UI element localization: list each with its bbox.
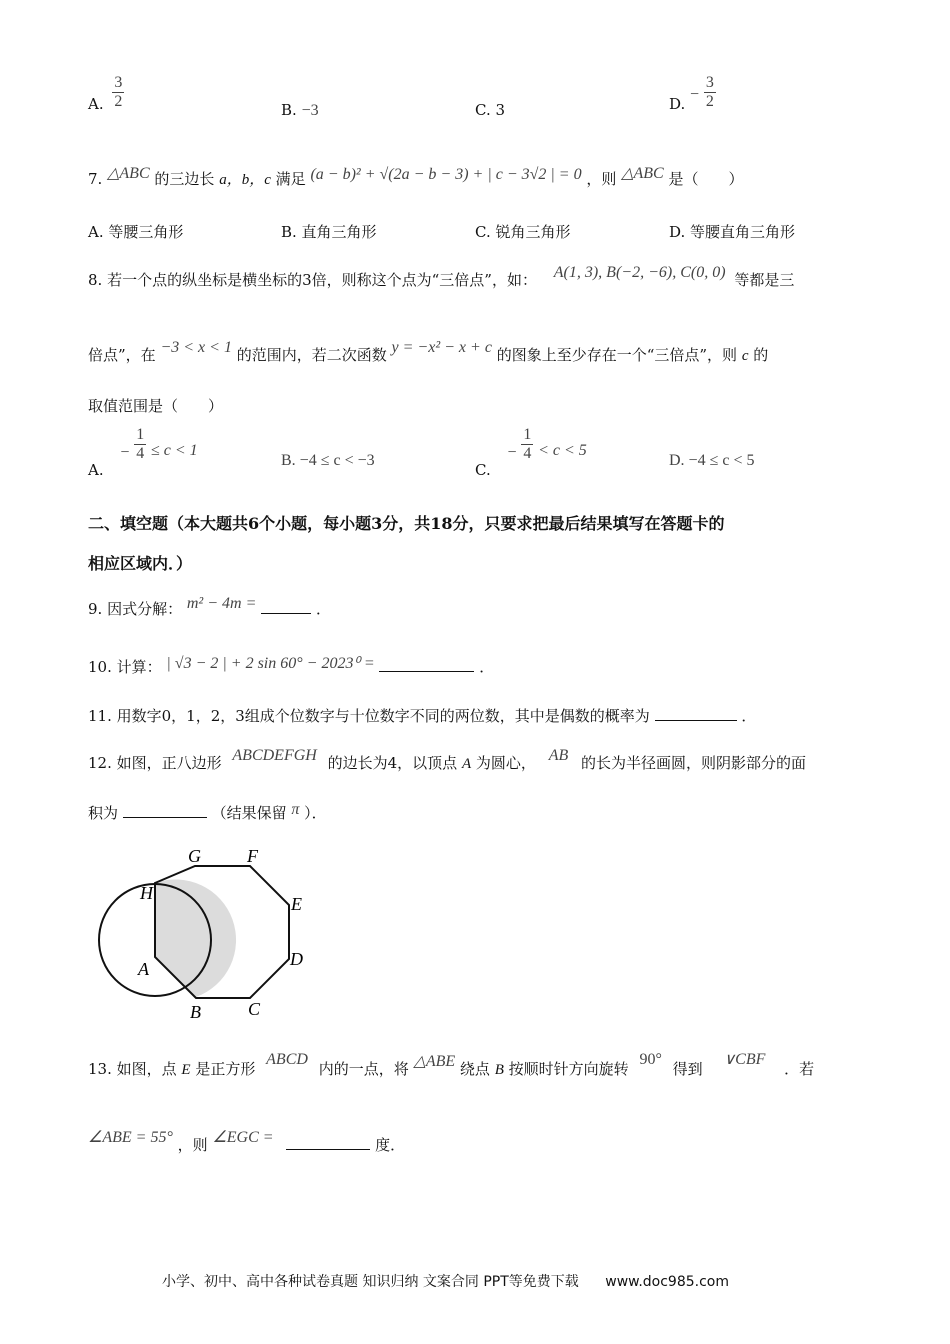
q8-option-c-tail: < c < 5 [538, 441, 587, 459]
q13-square-name: ABCD [266, 1051, 308, 1068]
q8-option-c-label: C. [475, 460, 491, 479]
q8-line1-text: 8. 若一个点的纵坐标是横坐标的3倍，则称这个点为“三倍点”，如： [88, 271, 537, 289]
q12-vertex-a: A [461, 756, 472, 772]
q12-label-h: H [140, 883, 153, 903]
q12-answer-blank[interactable] [123, 803, 207, 818]
q8-option-a-label: A. [88, 460, 104, 479]
q6-option-b [281, 101, 319, 120]
q8-range: −3 < x < 1 [160, 339, 232, 356]
q12-text: 12. 如图，正八边形 [88, 754, 222, 772]
footer-text: 小学、初中、高中各种试卷真题 知识归纳 文案合同 PPT等免费下载 [162, 1274, 579, 1290]
q6-option-d-sign: − [690, 85, 700, 103]
q6-d-numerator: 3 [705, 74, 714, 91]
q8-c-variable: c [741, 348, 749, 364]
q8-line1-tail: 等都是三 [734, 271, 795, 289]
q7-text3: ，则 [586, 170, 617, 188]
q9-expression: m² − 4m = [186, 595, 257, 612]
q11-text: 11. 用数字0，1，2，3组成个位数字与十位数字不同的两位数，其中是偶数的概率为 [88, 707, 650, 725]
q12-pi: π [291, 801, 300, 818]
q13-triangle: △ABE [413, 1053, 456, 1070]
q12-label-e: E [291, 894, 302, 914]
q13-answer-blank[interactable] [286, 1135, 370, 1150]
q8-option-a-sign: − [120, 443, 130, 461]
q8-line3: 取值范围是（ ） [88, 397, 224, 415]
q8-option-c-fraction [521, 426, 533, 463]
q12-line2-text-c: ）． [304, 804, 327, 822]
q9-answer-blank[interactable] [261, 599, 311, 614]
q8-option-a-tail: ≤ c < 1 [150, 441, 198, 459]
q13-text-f: 得到 [672, 1060, 703, 1078]
q6-option-d [669, 74, 716, 111]
q12-label-g: G [188, 846, 201, 866]
q7-option-b: B. 直角三角形 [281, 223, 377, 241]
q13-point-b: B [494, 1062, 504, 1078]
q10-end: ． [479, 658, 495, 676]
q8-line1 [88, 264, 795, 290]
q12-label-f: F [247, 846, 258, 866]
q12-octagon-name: ABCDEFGH [232, 747, 317, 764]
q8-points: A(1, 3), B(−2, −6), C(0, 0) [553, 264, 726, 281]
q8-option-c-sign: − [507, 443, 517, 461]
q6-option-d-fraction [704, 74, 716, 111]
q11 [88, 705, 756, 726]
q8-option-a-fraction [134, 426, 146, 463]
q13-target-angle: ∠EGC = [212, 1129, 274, 1146]
q10-answer-blank[interactable] [379, 657, 474, 672]
q8-a-denominator: 4 [136, 445, 145, 462]
q8-option-b: B. −4 ≤ c < −3 [281, 452, 375, 469]
q8-option-a [88, 426, 198, 479]
q12-text-d: 的长为半径画圆，则阴影部分的面 [581, 754, 807, 772]
section2-heading-line2: 相应区域内．） [88, 554, 193, 573]
q13-text-c: 内的一点，将 [318, 1060, 409, 1078]
q13-text-b: 是正方形 [195, 1060, 256, 1078]
q6-option-d-label: D. [669, 94, 686, 113]
q13-text: 13. 如图，点 [88, 1060, 177, 1078]
q12-line2 [88, 802, 327, 823]
q13-line2-tail: 度． [375, 1136, 406, 1154]
q8-c-numerator: 1 [523, 426, 532, 443]
q12-text-c: 为圆心， [475, 754, 536, 772]
q12-line2-text-b: （结果保留 [211, 804, 287, 822]
q7-text1: 的三边长 [154, 170, 215, 188]
q6-option-a-label: A. [88, 94, 104, 113]
q6-option-b-value: −3 [301, 102, 319, 119]
q7-triangle: △ABC [107, 165, 150, 182]
q13-text-g: ．若 [784, 1060, 815, 1078]
q9-text: 9. 因式分解： [88, 600, 183, 618]
q9 [88, 595, 331, 619]
section2-heading-line1: 二、填空题（本大题共6个小题，每小题3分，共18分，只要求把最后结果填写在答题卡的 [88, 514, 725, 533]
q13-triangle-2: ∨CBF [723, 1051, 766, 1068]
q10 [88, 656, 494, 677]
q12-label-d: D [290, 949, 303, 969]
q11-end: ． [741, 707, 757, 725]
q7-number: 7. [88, 170, 103, 188]
q6-a-denominator: 2 [114, 93, 123, 110]
q12-line1 [88, 747, 807, 773]
q13-line1 [88, 1051, 815, 1079]
q12-ab: AB [548, 747, 569, 764]
q8-line2-text-d: 的 [753, 346, 769, 364]
q10-text: 10. 计算： [88, 658, 162, 676]
q13-text-d: 绕点 [459, 1060, 490, 1078]
q8-option-c [475, 426, 587, 479]
q8-option-d: D. −4 ≤ c < 5 [669, 452, 755, 469]
q9-end: ． [315, 600, 331, 618]
q6-d-denominator: 2 [705, 93, 714, 110]
q6-option-c: C. 3 [475, 101, 506, 119]
q12-label-a: A [138, 959, 149, 979]
q6-option-a-fraction [112, 74, 124, 111]
q12-label-c: C [248, 999, 261, 1019]
q8-line2-text-c: 的图象上至少存在一个“三倍点”，则 [496, 346, 738, 364]
q8-c-denominator: 4 [523, 445, 532, 462]
q8-function: y = −x² − x + c [391, 339, 492, 356]
q12-label-b: B [190, 1002, 201, 1022]
q13-given-angle: ∠ABE = 55° [88, 1129, 173, 1146]
q7-stem [88, 165, 744, 189]
q6-a-numerator: 3 [114, 74, 123, 91]
q12-text-b: 的边长为4，以顶点 [327, 754, 458, 772]
page-footer [162, 1271, 729, 1291]
q6-option-b-label: B. [281, 101, 297, 119]
q11-answer-blank[interactable] [655, 706, 737, 721]
q8-line2 [88, 339, 769, 365]
q13-angle: 90° [639, 1051, 662, 1068]
q7-option-a: A. 等腰三角形 [88, 223, 184, 241]
q7-equation: (a − b)² + √(2a − b − 3) + | c − 3√2 | = 0 [310, 166, 582, 183]
q10-expression: | √3 − 2 | + 2 sin 60° − 2023⁰ = [166, 655, 375, 672]
q7-triangle-2: △ABC [621, 165, 664, 182]
q8-a-numerator: 1 [136, 426, 145, 443]
q12-octagon-figure [90, 840, 330, 1030]
q13-line2 [88, 1129, 406, 1155]
q7-vars: a，b，c [219, 172, 271, 188]
q8-line2-text: 倍点”，在 [88, 346, 156, 364]
footer-url[interactable]: www.doc985.com [605, 1274, 729, 1290]
q6-option-a [88, 74, 124, 111]
q12-line2-text: 积为 [88, 804, 119, 822]
q7-option-c: C. 锐角三角形 [475, 223, 571, 241]
q7-option-d: D. 等腰直角三角形 [669, 223, 796, 241]
q8-line2-text-b: 的范围内，若二次函数 [236, 346, 387, 364]
q13-point-e: E [181, 1062, 191, 1078]
q13-text-e: 按顺时针方向旋转 [508, 1060, 629, 1078]
q7-text4: 是（ ） [668, 170, 744, 188]
q13-line2-text: ，则 [177, 1136, 208, 1154]
q7-text2: 满足 [275, 170, 306, 188]
